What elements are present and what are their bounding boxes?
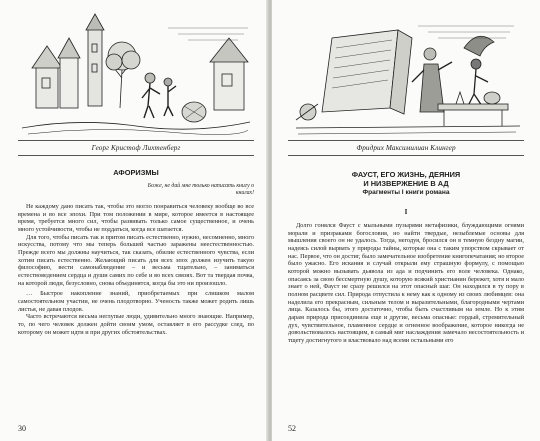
right-illustration: [288, 8, 524, 141]
left-paragraph: … Быстрое накопление знаний, приобретаемых при слишком малом самостоятельном участии, не очень плодотворно. Ученость также может родить лишь листья, не давая плодов.: [18, 290, 254, 313]
left-paragraph: Не каждому дано писать так, чтобы это могло понравиться человеку вообще во все времена и во все эпохи. При том положении в мире, которое имеется в настоящее время, требуется много сил, чтобы развивать только самое существенное, и очень много устойчивости, чтобы не поддаться, когда все шатается.: [18, 203, 254, 233]
left-epigraph: Боже, не дай мне только написать книгу о книгах!: [147, 183, 254, 196]
left-page-number: 30: [18, 424, 26, 433]
right-page-number: 52: [288, 424, 296, 433]
left-page: [0, 0, 268, 441]
left-caption: Георг Кристоф Лихтенберг: [91, 144, 181, 152]
left-paragraph: Часто встречаются весьма неглупые люди, удивительно много знающие. Например, то, по чего человек должен дойти своим умом, оставляет в его рассудке след, по которому он может идти и при других обстоятельствах.: [18, 313, 254, 336]
right-page: [272, 0, 540, 441]
right-heading-line1: ФАУСТ, ЕГО ЖИЗНЬ, ДЕЯНИЯ: [351, 170, 461, 179]
left-page-heading: АФОРИЗМЫ: [113, 168, 159, 177]
right-caption: Фридрих Максимилиан Клингер: [356, 144, 456, 152]
right-subheading: Фрагменты I книги романа: [362, 189, 450, 196]
left-paragraph: Для того, чтобы писать так и притом писать естественно, нужно, несомненно, много искусства, потому что мы теперь большей частью заражены неестественностью. Прежде всего мы должны научиться, так сказать, обилие естественного чувства, если хотим писать естественно. Желающий писать для всех эпох должен изучить такую философию, вести самонаблюдение – и весьма тщательно, – заниматься естествоведением сердца и души самих по себе и во всех связях. Вот та твердая почва, на которой люди, безусловно, снова объединятся, когда бы это ни произошло.: [18, 233, 254, 287]
village-scene-engraving: [18, 8, 254, 140]
study-scene-engraving: [288, 8, 524, 140]
right-heading-line2: И НИЗВЕРЖЕНИЕ В АД: [363, 179, 449, 188]
left-illustration: [18, 8, 254, 141]
chapter-number: I: [404, 208, 408, 216]
right-paragraph: Долго гонялся Фауст с мыльными пузырями метафизики, блуждающими огнями морали и призраками богословия, но найти твердые, незыблемые основы для мышления своего он не удалось. Тогда, негодуя, бросился он в темную бездну магии, надеясь силой вырвать у природы тайны, которые она с таким упорством скрывает от нас. Первое, что он достиг, было замечательное изобретение книгопечатания; но второе было ужасно. Его искания и случай открыли ему страшную формулу, с помощью которой можно вызывать дьявола из ада и подчинить его воле человека. Однако, опасаясь за свою бессмертную душу, которую всякий христианин бережет, хотя и мало знает о ней, Фауст не сразу решился на этот опасный шаг. Он находился в ту пору в полном расцвете сил. Природа отпустила к нему как к одному из своих любимцев: она наделила его прекрасным, сильным телом и выразительными, благородными чертами лица. Казалось бы, этого достаточно, чтобы быть счастливым на земле. Но к этим дарам природа присоединила еще и другие, весьма опасные: гордый, стремительный дух, чувствительное, пламенное сердце и огненное воображение, которое никогда не довольствовалось настоящим, в самый миг наслаждения замечало несостоятельность и тщету достигнутого и властвовало над всеми остальными его: [288, 222, 524, 344]
